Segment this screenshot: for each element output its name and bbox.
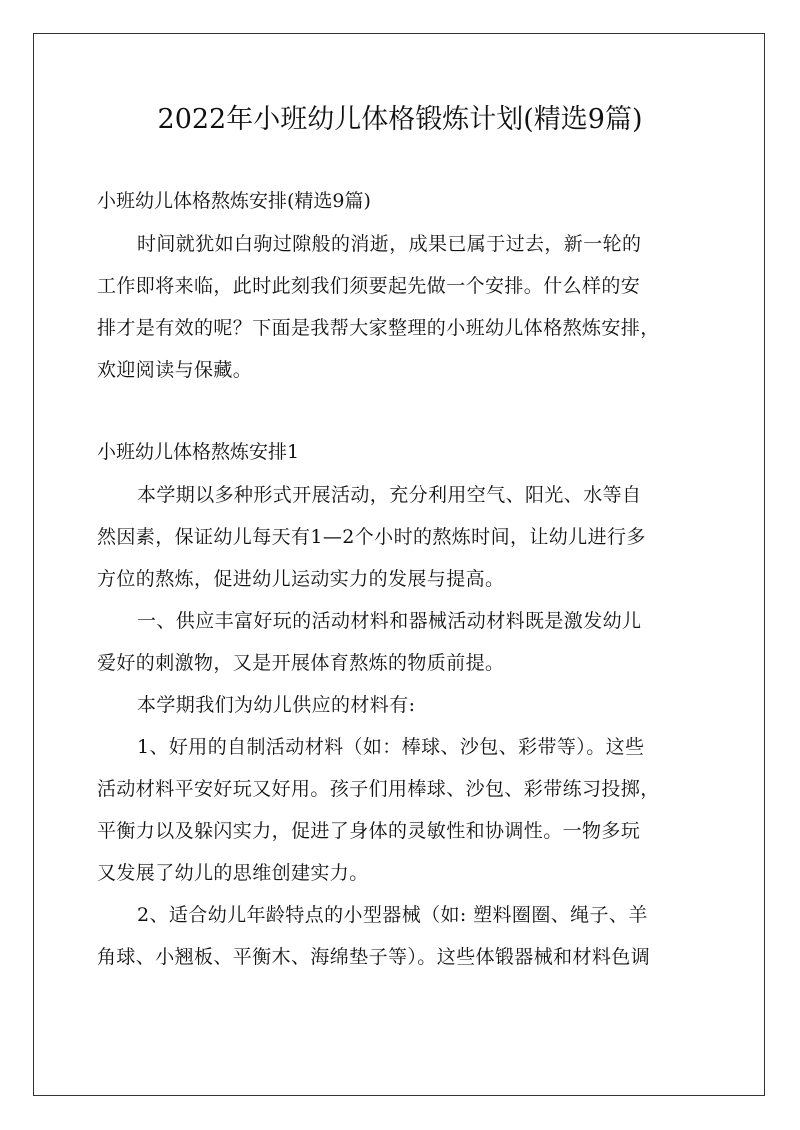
body-line-8: 活动材料平安好玩又好用。孩子们用棒球、沙包、彩带练习投掷， (97, 778, 660, 800)
body-line-1: 本学期以多种形式开展活动，充分利用空气、阳光、水等自 (137, 484, 642, 506)
body-line-9: 平衡力以及躲闪实力，促进了身体的灵敏性和协调性。一物多玩 (97, 820, 641, 842)
body-line-4: 一、供应丰富好玩的活动材料和器械活动材料既是激发幼儿 (137, 610, 642, 632)
section-heading-1: 小班幼儿体格熬炼安排1 (97, 441, 300, 463)
document-subtitle: 小班幼儿体格熬炼安排(精选9篇) (97, 190, 371, 212)
body-line-3: 方位的熬炼，促进幼儿运动实力的发展与提高。 (97, 568, 505, 590)
document-title: 2022年小班幼儿体格锻炼计划(精选9篇) (157, 104, 643, 135)
body-line-2: 然因素，保证幼儿每天有1—2个小时的熬炼时间，让幼儿进行多 (97, 526, 646, 548)
intro-line-4: 欢迎阅读与保藏。 (97, 359, 253, 381)
body-line-6: 本学期我们为幼儿供应的材料有: (137, 694, 416, 716)
body-line-5: 爱好的刺激物，又是开展体育熬炼的物质前提。 (97, 652, 505, 674)
intro-line-1: 时间就犹如白驹过隙般的消逝，成果已属于过去，新一轮的 (137, 233, 642, 255)
body-line-12: 角球、小翘板、平衡木、海绵垫子等）。这些体锻器械和材料色调 (97, 946, 651, 968)
intro-line-2: 工作即将来临，此时此刻我们须要起先做一个安排。什么样的安 (97, 275, 641, 297)
body-line-11: 2、适合幼儿年龄特点的小型器械（如: 塑料圈圈、绳子、羊 (137, 904, 648, 926)
intro-line-3: 排才是有效的呢？下面是我帮大家整理的小班幼儿体格熬炼安排， (97, 317, 660, 339)
body-line-10: 又发展了幼儿的思维创建实力。 (97, 862, 369, 884)
body-line-7: 1、好用的自制活动材料（如：棒球、沙包、彩带等）。这些 (137, 736, 645, 758)
